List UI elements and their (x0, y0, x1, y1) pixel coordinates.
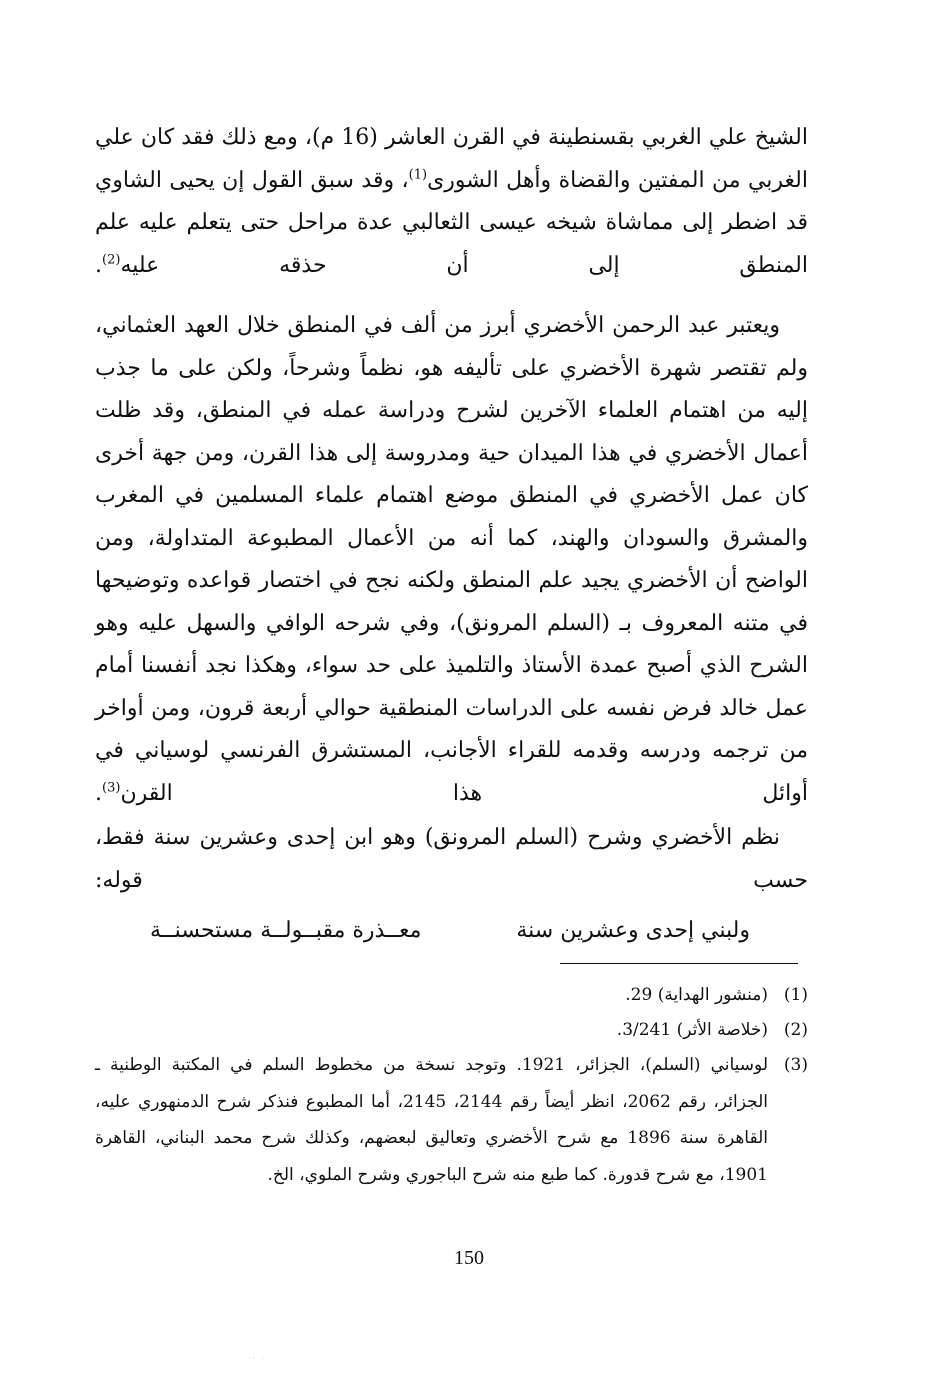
paragraph-2-end: . (95, 780, 102, 806)
paragraph-3-text: نظم الأخضري وشرح (السلم المرونق) وهو ابن إحدى وعشرين سنة فقط، حسب قوله: (95, 825, 808, 893)
verse-second-hemistich: معــذرة مقبــولــة مستحسنــة (150, 918, 422, 943)
footnote-1 (95, 977, 808, 1014)
footnote-3-number: (3) (783, 1055, 808, 1075)
footnote-2 (95, 1012, 808, 1049)
page-number: 150 (454, 1247, 484, 1269)
paragraph-2-text: ويعتبر عبد الرحمن الأخضري أبرز من ألف في المنطق خلال العهد العثماني، ولم تقتصر شهرة الأخضري على تأليفه هو، نظماً وشرحاً، ولكن على ما جذب إليه من اهتمام العلماء الآخرين لشرح ودراسة عمله في المنطق، وقد ظلت أعمال الأخضري في هذا الميدان حية ومدروسة إلى هذا القرن، ومن جهة أخرى كان عمل الأخضري في المنطق موضع اهتمام علماء المسلمين في المغرب والمشرق والسودان والهند، كما أنه من الأعمال المطبوعة المتداولة، ومن الواضح أن الأخضري يجيد علم المنطق ولكنه نجح في اختصار قواعده وتوضيحها في متنه المعروف بـ (السلم المرونق)، وفي شرحه الوافي والسهل عليه وهو الشرح الذي أصبح عمدة الأستاذ والتلميذ على حد سواء، وهكذا نجد أنفسنا أمام عمل خالد فرض نفسه على الدراسات المنطقية حوالي أربعة قرون، ومن أواخر من ترجمه ودرسه وقدمه للقراء الأجانب، المستشرق الفرنسي لوسياني في أوائل هذا القرن (95, 313, 808, 806)
footnote-2-number: (2) (783, 1020, 808, 1040)
footnote-separator (560, 963, 798, 964)
verse-first-hemistich: ولبني إحدى وعشرين سنة (516, 918, 750, 943)
footnote-1-number: (1) (783, 985, 808, 1005)
poetry-verse (150, 911, 750, 951)
footnote-ref-1: (1) (408, 167, 428, 183)
paragraph-1-text-a: الشيخ علي الغربي بقسنطينة في القرن العاشر (16 م)، ومع ذلك فقد كان علي الغربي من المفتين والقضاة وأهل الشورى (95, 125, 808, 193)
footnote-3-text: لوسياني (السلم)، الجزائر، 1921. وتوجد نسخة من مخطوط السلم في المكتبة الوطنية ـ الجزائر، رقم 2062، انظر أيضاً رقم 2144، 2145، أما المطبوع فنذكر شرح الدمنهوري عليه، القاهرة سنة 1896 مع شرح الأخضري وتعاليق لبعضهم، وكذلك شرح محمد البناني، القاهرة 1901، مع شرح قدورة. كما طبع منه شرح الباجوري وشرح الملوي، الخ. (95, 1055, 769, 1185)
footnote-1-text: (منشور الهداية) 29. (625, 985, 768, 1005)
paragraph-1-text-b: ، وقد سبق القول إن يحيى الشاوي قد اضطر إلى مماشاة شيخه عيسى الثعالبي عدة مراحل حتى يتعلم عليه علم المنطق إلى أن حذقه عليه (95, 167, 808, 278)
paragraph-2 (95, 305, 808, 858)
paragraph-1-end: . (95, 252, 102, 278)
footnote-3 (95, 1047, 808, 1193)
footnote-ref-2: (2) (102, 252, 121, 268)
footnote-ref-3: (3) (102, 780, 121, 796)
scan-speck: ·· · (248, 1354, 267, 1363)
paragraph-1 (95, 117, 808, 330)
footnote-2-text: (خلاصة الأثر) 3/241. (616, 1020, 768, 1040)
